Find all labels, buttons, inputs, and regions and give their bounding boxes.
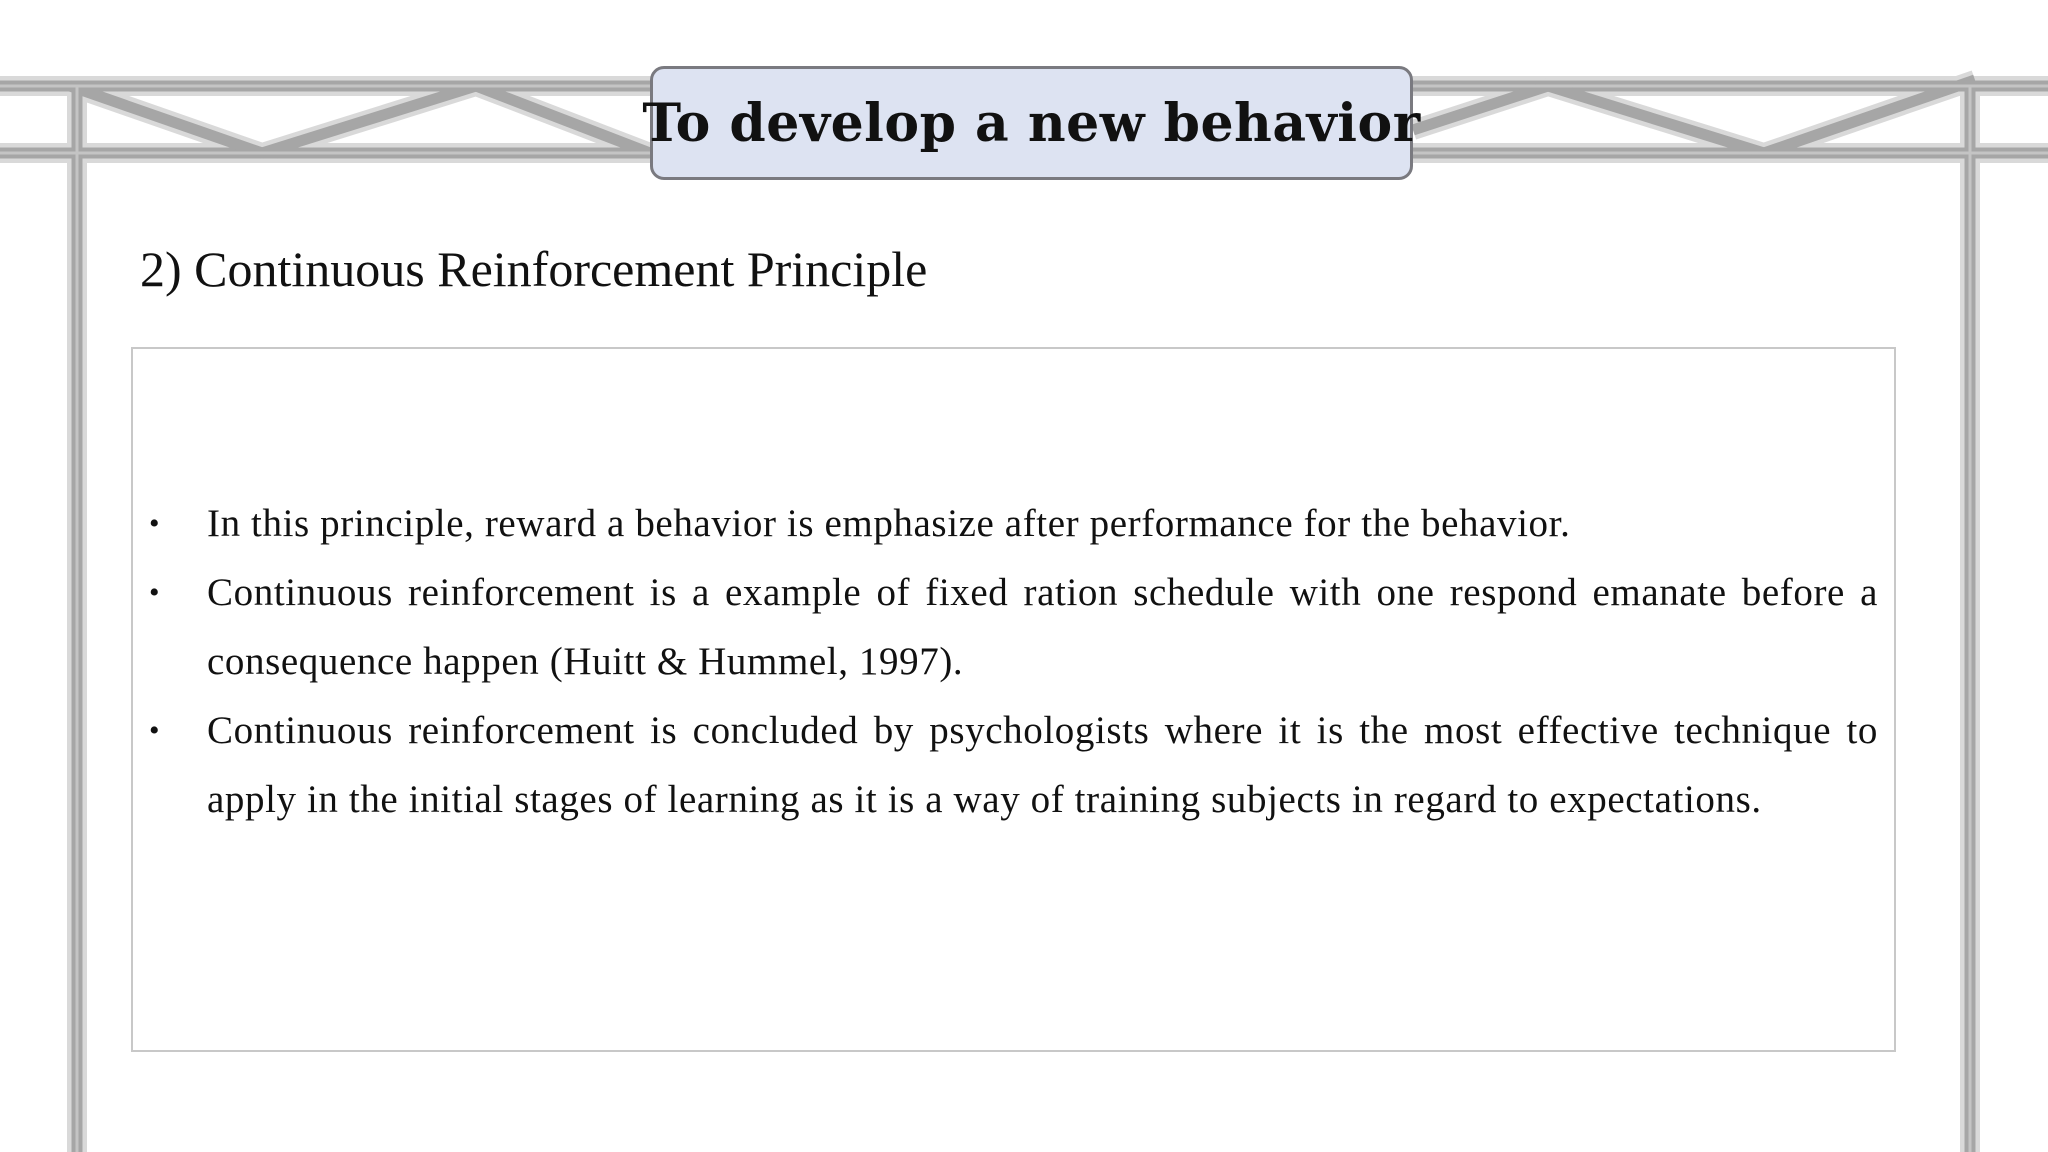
bullet-item <box>133 489 1894 558</box>
bullet-list <box>133 489 1894 834</box>
bullet-marker-icon: • <box>149 714 161 747</box>
title-banner <box>642 66 1421 180</box>
bullet-text: Continuous reinforcement is a example of fixed ration schedule with one respond emanate before a consequence happen (Huitt & Hummel, 1997). <box>207 571 1878 683</box>
section-heading: 2) Continuous Reinforcement Principle <box>140 241 928 297</box>
content-box <box>131 347 1896 1052</box>
slide-title: To develop a new behavior <box>642 92 1421 154</box>
bullet-item <box>133 696 1894 834</box>
bullet-text: In this principle, reward a behavior is emphasize after performance for the behavior. <box>207 502 1571 545</box>
bullet-marker-icon: • <box>149 507 161 540</box>
bullet-item <box>133 558 1894 696</box>
bullet-marker-icon: • <box>149 576 161 609</box>
bullet-text: Continuous reinforcement is concluded by psychologists where it is the most effective technique to apply in the initial stages of learning as it is a way of training subjects in regard to expectations. <box>207 709 1878 821</box>
